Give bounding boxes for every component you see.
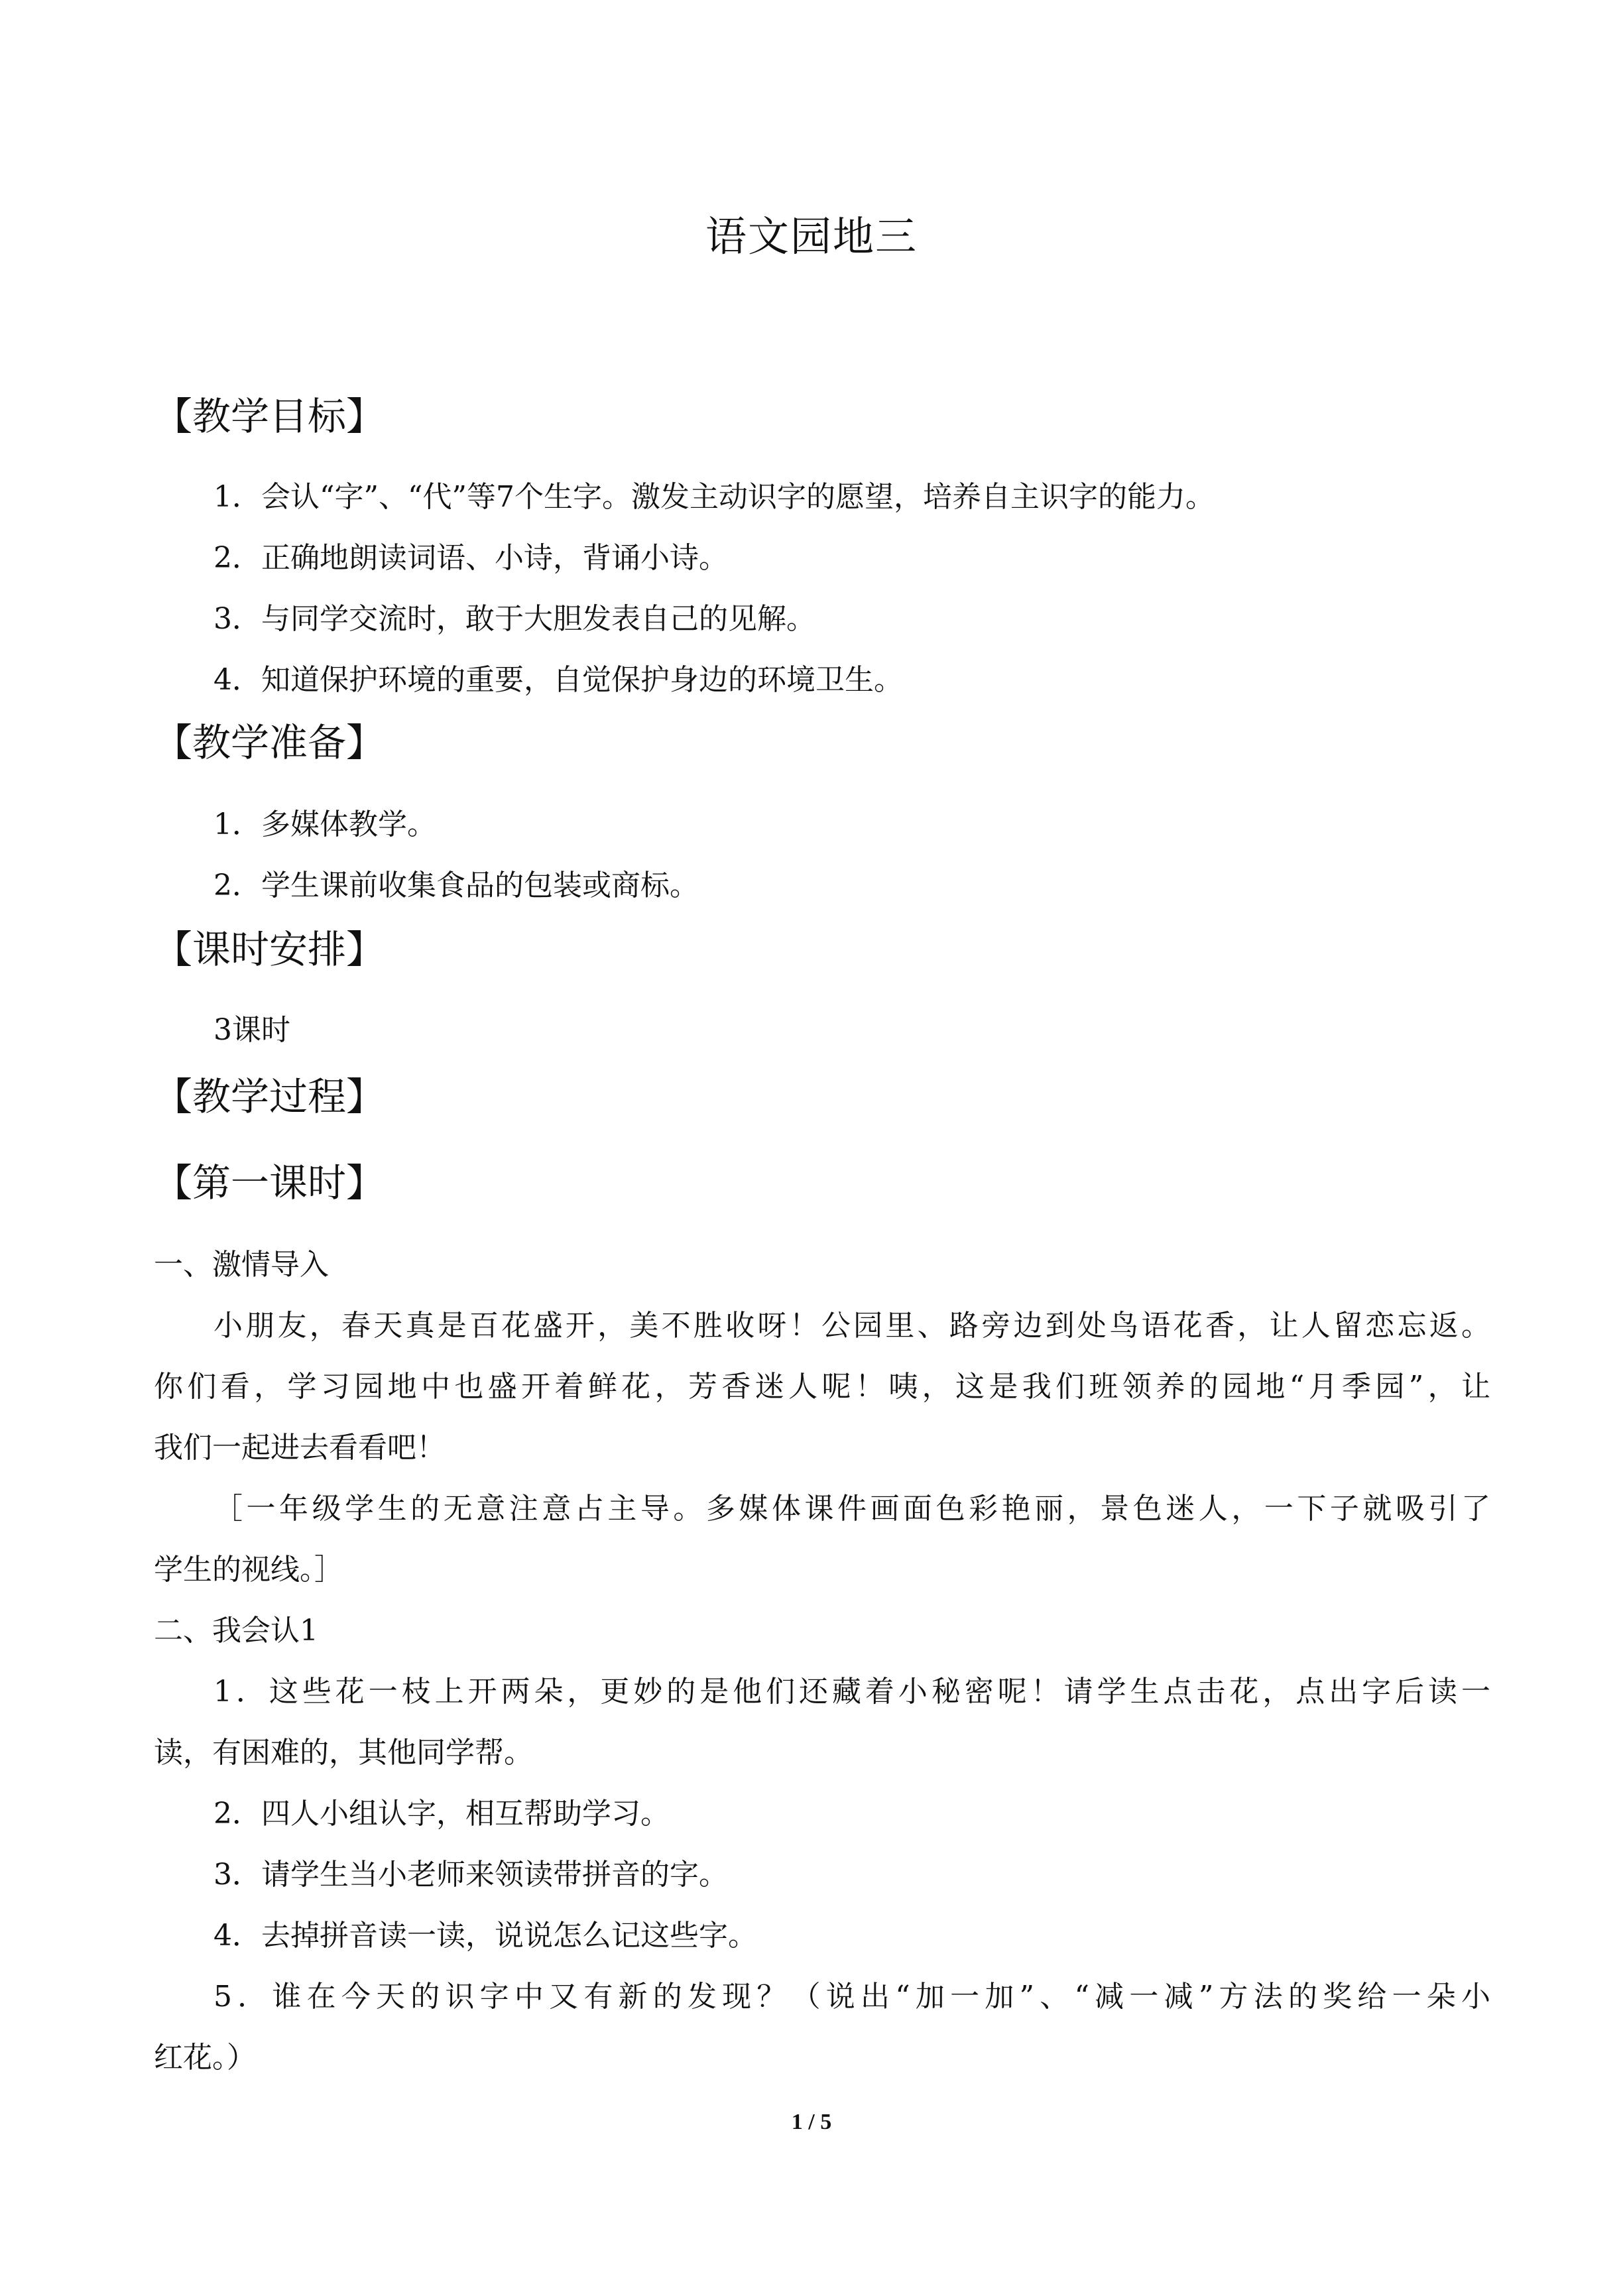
paragraph-line: 你们看，学习园地中也盛开着鲜花，芳香迷人呢！咦，这是我们班领养的园地“月季园”，让	[154, 1370, 1490, 1404]
objective-item: 2．正确地朗读词语、小诗，背诵小诗。	[213, 541, 728, 575]
step-line: 4．去掉拼音读一读，说说怎么记这些字。	[213, 1919, 757, 1953]
paragraph-line: 我们一起进去看看吧！	[154, 1431, 446, 1465]
note-line: ［一年级学生的无意注意占主导。多媒体课件画面色彩艳丽，景色迷人，一下子就吸引了	[213, 1492, 1490, 1526]
objective-item: 4．知道保护环境的重要，自觉保护身边的环境卫生。	[213, 663, 903, 697]
page-number: 1 / 5	[791, 2110, 832, 2134]
step-line: 3．请学生当小老师来领读带拼音的字。	[213, 1858, 728, 1892]
objective-item: 3．与同学交流时，敢于大胆发表自己的见解。	[213, 602, 815, 636]
paragraph-line: 小朋友，春天真是百花盛开，美不胜收呀！公园里、路旁边到处鸟语花香，让人留恋忘返。	[213, 1309, 1490, 1343]
schedule-text: 3课时	[213, 1013, 290, 1047]
preparation-heading: 【教学准备】	[154, 720, 385, 765]
step-line: 1．这些花一枝上开两朵，更妙的是他们还藏着小秘密呢！请学生点击花，点出字后读一	[213, 1675, 1490, 1709]
objective-item: 1．会认“字”、“代”等7个生字。激发主动识字的愿望，培养自主识字的能力。	[213, 480, 1215, 514]
schedule-heading: 【课时安排】	[154, 927, 385, 972]
preparation-item: 1．多媒体教学。	[213, 808, 436, 841]
step-line: 5．谁在今天的识字中又有新的发现？（说出“加一加”、“减一减”方法的奖给一朵小	[213, 1980, 1490, 2014]
objectives-heading: 【教学目标】	[154, 394, 385, 439]
process-heading: 【教学过程】	[154, 1074, 385, 1119]
note-line: 学生的视线。］	[154, 1553, 343, 1587]
page-title: 语文园地三	[705, 212, 918, 261]
step-line: 读，有困难的，其他同学帮。	[154, 1736, 533, 1770]
lesson1-heading: 【第一课时】	[154, 1160, 385, 1205]
part2-heading: 二、我会认1	[154, 1614, 318, 1648]
step-line: 2．四人小组认字，相互帮助学习。	[213, 1797, 670, 1831]
step-line: 红花。）	[154, 2041, 256, 2075]
preparation-item: 2．学生课前收集食品的包装或商标。	[213, 869, 699, 902]
part1-heading: 一、激情导入	[154, 1248, 329, 1282]
